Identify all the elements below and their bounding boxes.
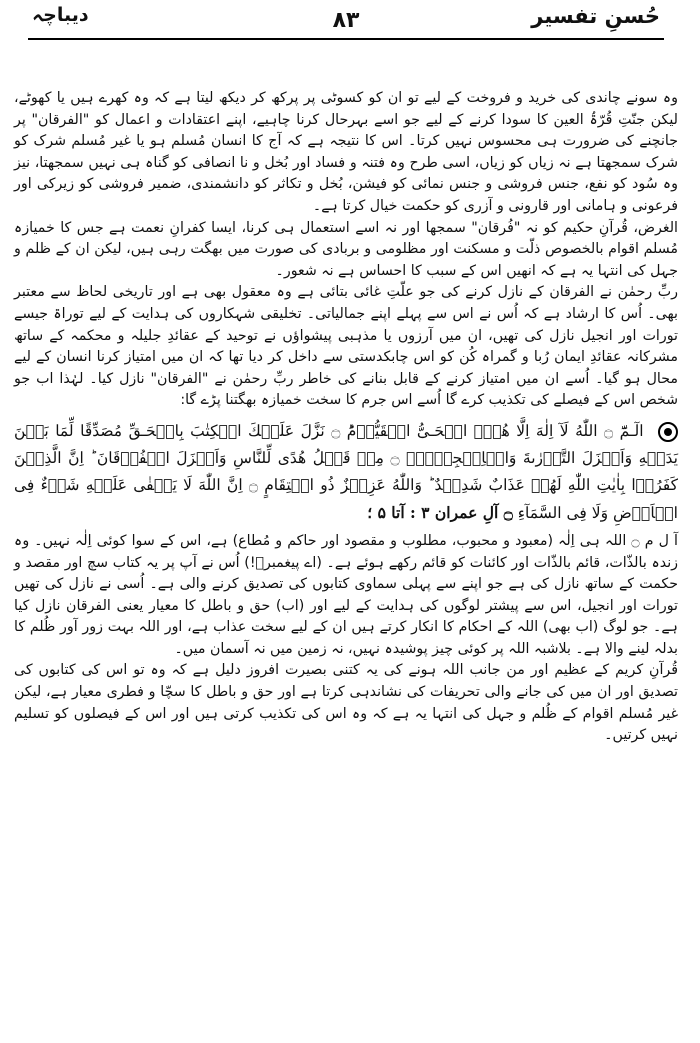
paragraph-3: ربِّ رحمٰن نے الفرقان کے نازل کرنے کی جو علّتِ غائی بتائی ہے وہ معقول بھی ہے اور تاریخی لحاظ سے معتبر بھی۔ اُس کا ارشاد ہے کہ اُس نے اس سے پہلے اپنے جمالیاتی۔ تخلیقی شہکاروں کی ہدایت کے لیے توراۃ جیسے تورات اور انجیل نازل کی تھیں، ان میں آرزوں یا مذہبی پیشواؤں نے توحید کے عقائدِ جلیلہ و محکمہ کے ساتھ مشرکانہ عقائدِ ایمان رُبا و گمراہ کُن کو اس چابکدستی سے داخل کر دیا تھا کہ ان میں امتیاز کرنا انسان کے لیے محال ہو گیا۔ اُسے ان میں امتیاز کرنے کے قابل بنانے کی خاطر ربِّ رحمٰن نے "الفرقان" نازل کیا۔ لہٰذا اب جو شخص اس کے فیصلے کی تکذیب کرے گا اُسے اس جرم کا سخت خمیازہ بھگتنا پڑے گا: xyxy=(14,284,678,409)
verse-translation: آ ل م ۝ اللہ ہی اِلٰہ (معبود و محبوب، مطلوب و مقصود اور حاکم و مُطاع) ہے، اس کے سوا کوئی اِلٰہ نہیں۔ وہ زندہ بالذّات، قائم بالذّات اور کائنات کو قائم رکھے ہوئے ہے۔ (اے پیغمبرؐ!) اُس نے آپ پر یہ کتاب سچ اور مقصد و حکمت کے ساتھ نازل کی ہے جو اپنے سے پہلی سماوی کتابوں کی تصدیق کرنے والی ہے۔ اُسی نے نازل کی تھیں تورات اور انجیل، اس سے پیشتر لوگوں کی ہدایت کے لیے اور (اب) حق و باطل کا معیار یعنی الفرقان نازل کیا ہے۔ جو لوگ (اب بھی) اللہ کے احکام کا انکار کرتے ہیں ان کے لیے سخت عذاب ہے، اور اللہ بہت زور آور ظُلم کا بدلہ لینے والا ہے۔ بلاشبہ اللہ پر کوئی چیز پوشیدہ نہیں، نہ زمین میں نہ آسمان میں۔ xyxy=(14,532,678,657)
quran-verse-block xyxy=(14,418,678,527)
page-header xyxy=(14,0,678,52)
section-title: دیباچہ xyxy=(32,4,89,26)
quran-verse-text: الٓـمّٓ ۝ اللّٰهُ لَآ اِلٰهَ اِلَّا هُوَۙ الۡحَـىُّ الۡقَيُّوۡمُؕ ۝ نَزَّلَ عَلَيۡكَ الۡكِتٰبَ بِالۡحَـقِّ مُصَدِّقًا لِّمَا بَيۡنَ يَدَيۡهِ وَاَنۡزَلَ التَّوۡرٰٮةَ وَالۡاِنۡجِيۡلَۙ ۝ مِنۡ قَبۡلُ هُدًى لِّلنَّاسِ وَاَنۡزَلَ الۡفُرۡقَانَ ؕ اِنَّ الَّذِيۡنَ كَفَرُوۡا بِاٰيٰتِ اللّٰهِ لَهُمۡ عَذَابٌ شَدِيۡدٌ ؕ وَاللّٰهُ عَزِيۡزٌ ذُو انۡتِقَامٍ ۝ اِنَّ اللّٰهَ لَا يَخۡفٰى عَلَيۡهِ شَىۡءٌ فِى الۡاَرۡضِ وَلَا فِى السَّمَآءِ xyxy=(14,421,678,522)
verse-reference: ۝ آلِ عمران ۳ : آتا ۵ ؛ xyxy=(367,502,513,522)
book-title: حُسنِ تفسیر xyxy=(531,4,660,28)
header-rule xyxy=(28,38,664,40)
paragraph-1: وہ سونے چاندی کی خرید و فروخت کے لیے تو ان کو کسوٹی پر پرکھ کر دیکھ لیتا ہے کہ وہ کھرے ہیں یا کھوٹے، لیکن جنّتِ قُرّۃُ العین کا سودا کرنے کے لیے جو اسے بہرحال کرنا چاہیے، اپنے اعتقادات و اعمال کو "الفرقان" پر جانچنے کی ضرورت ہی محسوس نہیں کرتا۔ اس کا نتیجہ ہے کہ آج کا انسان مُسلم ہو یا غیر مُسلم شرک کو شرک سمجھتا ہے نہ زیاں کو زیاں، اسی طرح وہ فتنہ و فساد اور بُخل و نا انصافی کو گناہ ہی نہیں سمجھتا، نیز وہ سُود کو نفع، جنس فروشی و جنس نمائی کو فیشن، بُخل و تکاثر کو دانشمندی، ضمیر فروشی کو زیرکی اور فرعونی و ہامانی اور قارونی و آزری کو حکمت خیال کرتا ہے۔ xyxy=(14,90,678,214)
paragraph-2: الغرض، قُرآنِ حکیم کو نہ "فُرقان" سمجھا اور نہ اسے استعمال ہی کرنا، ایسا کفرانِ نعمت ہے جس کا خمیازہ مُسلم اقوام بالخصوص ذلّت و مسکنت اور مظلومی و بربادی کی صورت میں بھگت رہی ہیں، لیکن ان کے ظلم و جہل کی انتہا یہ ہے کہ انھیں اس کے سبب کا احساس ہے نہ شعور۔ xyxy=(14,219,678,279)
closing-paragraph: قُرآنِ کریم کے عظیم اور من جانب اللہ ہونے کی یہ کتنی بصیرت افروز دلیل ہے کہ وہ تو اس کی کتابوں کی تصدیق اور ان میں کی جانے والی تحریفات کی نشاندہی کرتا ہے اور حق و باطل کا سچّا و فطری معیار ہے، لیکن غیر مُسلم اقوام کے ظُلم و جہل کی انتہا یہ ہے کہ وہ اس کی تکذیب کرتی ہیں اور اس کے فیصلوں کو تسلیم نہیں کرتیں۔ xyxy=(14,662,678,744)
page-number: ۸۳ xyxy=(332,8,360,33)
page-body xyxy=(14,88,678,747)
verse-bullet-icon xyxy=(658,422,678,442)
